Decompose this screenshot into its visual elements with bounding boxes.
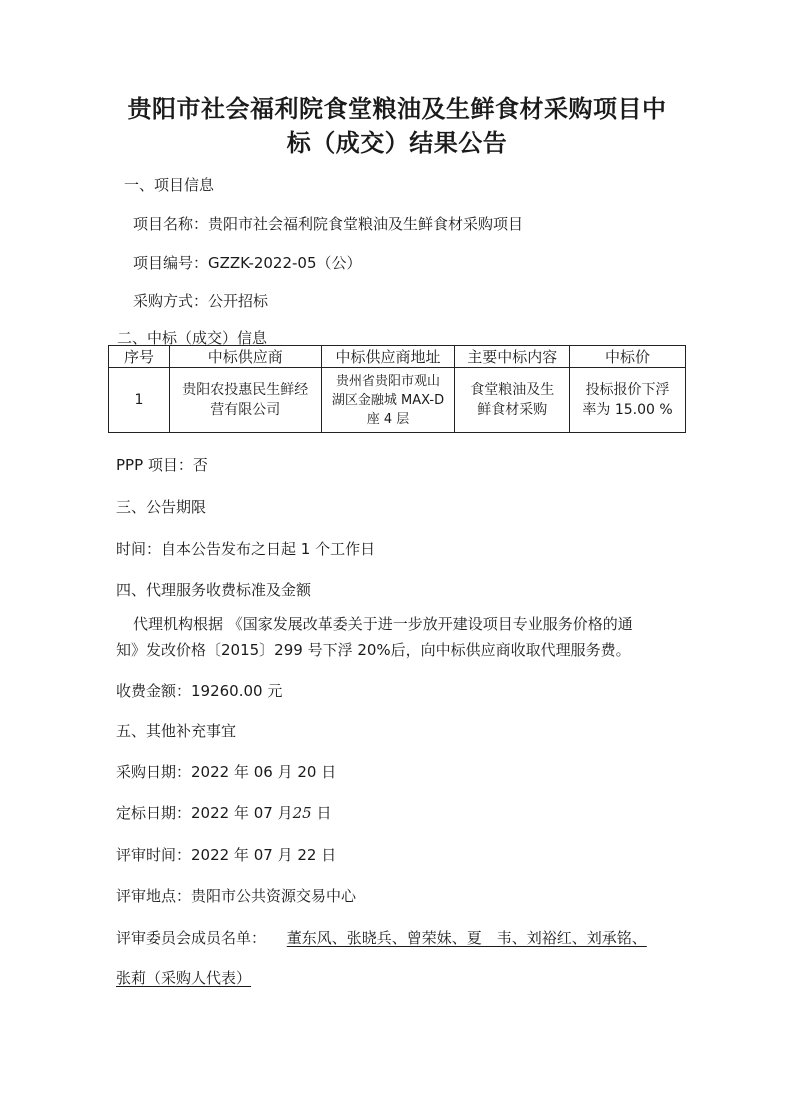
content-line-2: 鲜食材采购 [477, 402, 548, 418]
committee-members-line-2: 张莉（采购人代表） [116, 969, 252, 987]
supplier-line-1: 贵阳农投惠民生鲜经 [182, 382, 309, 398]
price-line-2: 率为 15.00 % [582, 402, 673, 418]
section3-heading: 三、公告期限 [116, 498, 207, 516]
award-date-day-handwritten: 25 [292, 804, 312, 822]
col-header-no: 序号 [109, 346, 170, 368]
agency-para-line-2: 知》发改价格〔2015〕299 号下浮 20%后，向中标供应商收取代理服务费。 [116, 641, 631, 659]
project-number: 项目编号：GZZK-2022-05（公） [133, 254, 362, 272]
award-table [108, 345, 686, 433]
col-header-supplier: 中标供应商 [169, 346, 321, 368]
address-line-2: 湖区金融城 MAX-D [331, 392, 445, 408]
notice-period: 时间：自本公告发布之日起 1 个工作日 [116, 540, 376, 558]
purchase-date: 采购日期：2022 年 06 月 20 日 [116, 763, 337, 781]
ppp-project: PPP 项目：否 [116, 456, 208, 474]
project-name: 项目名称：贵阳市社会福利院食堂粮油及生鲜食材采购项目 [133, 215, 524, 233]
cell-content [455, 368, 570, 433]
address-line-3: 座 4 层 [366, 411, 410, 427]
col-header-content: 主要中标内容 [455, 346, 570, 368]
procurement-method: 采购方式：公开招标 [133, 292, 269, 310]
section5-heading: 五、其他补充事宜 [116, 722, 237, 740]
title-line-1: 贵阳市社会福利院食堂粮油及生鲜食材采购项目中 [127, 95, 667, 123]
cell-address [321, 368, 455, 433]
committee-list [116, 928, 647, 948]
section1-heading: 一、项目信息 [124, 176, 215, 194]
committee-members-line-1: 董东风、张晓兵、曾荣妹、夏 韦、刘裕红、刘承铭、 [286, 929, 647, 947]
supplier-line-2: 营有限公司 [210, 402, 281, 418]
committee-label: 评审委员会成员名单： [116, 929, 267, 947]
section4-heading: 四、代理服务收费标准及金额 [116, 581, 312, 599]
review-place: 评审地点：贵阳市公共资源交易中心 [116, 887, 357, 905]
cell-supplier [169, 368, 321, 433]
col-header-address: 中标供应商地址 [321, 346, 455, 368]
address-line-1: 贵州省贵阳市观山 [335, 373, 440, 389]
title-line-2: 标（成交）结果公告 [286, 129, 508, 157]
agency-para-line-1: 代理机构根据 《国家发展改革委关于进一步放开建设项目专业服务价格的通 [133, 615, 633, 633]
price-line-1: 投标报价下浮 [585, 382, 670, 398]
section2-heading: 二、中标（成交）信息 [117, 329, 268, 347]
award-date [116, 803, 331, 823]
content-line-1: 食堂粮油及生 [470, 382, 555, 398]
fee-amount: 收费金额：19260.00 元 [116, 682, 283, 700]
cell-no: 1 [109, 368, 170, 433]
table-header-row [109, 346, 686, 368]
award-date-suffix: 日 [311, 804, 332, 822]
cell-price [570, 368, 686, 433]
table-row [109, 368, 686, 433]
col-header-price: 中标价 [570, 346, 686, 368]
award-date-prefix: 定标日期：2022 年 07 月 [116, 804, 293, 822]
review-time: 评审时间：2022 年 07 月 22 日 [116, 846, 337, 864]
